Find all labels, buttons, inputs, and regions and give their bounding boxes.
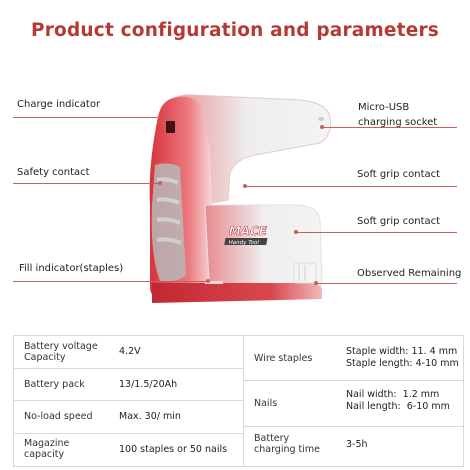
charge-indicator-window bbox=[166, 121, 175, 133]
callout-safety-contact: Safety contact bbox=[17, 167, 90, 178]
callout-soft-grip-1: Soft grip contact bbox=[357, 169, 441, 180]
specs-left-column bbox=[14, 336, 243, 466]
spec-key: Battery voltage Capacity bbox=[24, 341, 98, 363]
specs-table bbox=[13, 335, 464, 467]
leader-dot bbox=[243, 184, 247, 188]
spec-key: Battery charging time bbox=[254, 433, 321, 455]
spec-row bbox=[244, 426, 464, 466]
leader-line bbox=[316, 283, 457, 284]
spec-key: Battery pack bbox=[24, 379, 85, 390]
leader-line bbox=[13, 281, 208, 282]
callout-fill-indicator: Fill indicator(staples) bbox=[19, 263, 124, 274]
spec-row bbox=[14, 368, 243, 401]
leader-line bbox=[322, 127, 457, 128]
micro-usb-socket bbox=[318, 117, 324, 121]
spec-row bbox=[14, 336, 243, 369]
spec-value: Nail width: 1.2 mm Nail length: 6-10 mm bbox=[346, 389, 450, 412]
leader-line bbox=[13, 183, 160, 184]
spec-value: 100 staples or 50 nails bbox=[119, 444, 228, 455]
spec-value: Staple width: 11. 4 mm Staple length: 4-10 mm bbox=[346, 346, 459, 369]
callout-charge-indicator: Charge indicator bbox=[17, 99, 101, 110]
leader-line bbox=[245, 186, 457, 187]
spec-row bbox=[14, 433, 243, 466]
spec-row bbox=[14, 400, 243, 434]
leader-dot bbox=[166, 115, 170, 119]
leader-line bbox=[13, 117, 168, 118]
leader-dot bbox=[158, 181, 162, 185]
spec-key: No-load speed bbox=[24, 411, 93, 422]
page-title: Product configuration and parameters bbox=[30, 20, 440, 41]
spec-key: Wire staples bbox=[254, 353, 313, 364]
svg-text:MACE: MACE bbox=[227, 224, 269, 238]
leader-line bbox=[296, 232, 457, 233]
callout-micro-usb-line2: charging socket bbox=[358, 117, 438, 128]
callout-soft-grip-2: Soft grip contact bbox=[357, 216, 441, 227]
leader-dot bbox=[314, 281, 318, 285]
spec-key: Magazine capacity bbox=[24, 438, 70, 460]
brand-logo bbox=[224, 224, 270, 246]
spec-value: 4.2V bbox=[119, 346, 141, 357]
specs-right-column bbox=[243, 336, 464, 466]
leader-dot bbox=[206, 279, 210, 283]
leader-dot bbox=[320, 125, 324, 129]
callout-micro-usb-line1: Micro-USB bbox=[358, 102, 410, 113]
spec-key: Nails bbox=[254, 398, 278, 409]
callout-micro-usb bbox=[358, 102, 437, 129]
leader-dot bbox=[294, 230, 298, 234]
spec-value: 3-5h bbox=[346, 439, 368, 450]
base-plate bbox=[152, 283, 322, 303]
callout-observed-remaining: Observed Remaining bbox=[357, 268, 462, 279]
spec-row bbox=[244, 336, 464, 381]
spec-value: 13/1.5/20Ah bbox=[119, 379, 178, 390]
stapler-illustration bbox=[0, 55, 470, 325]
spec-row bbox=[244, 380, 464, 427]
svg-text:Handy Tool: Handy Tool bbox=[228, 240, 260, 246]
spec-value: Max. 30/ min bbox=[119, 411, 181, 422]
